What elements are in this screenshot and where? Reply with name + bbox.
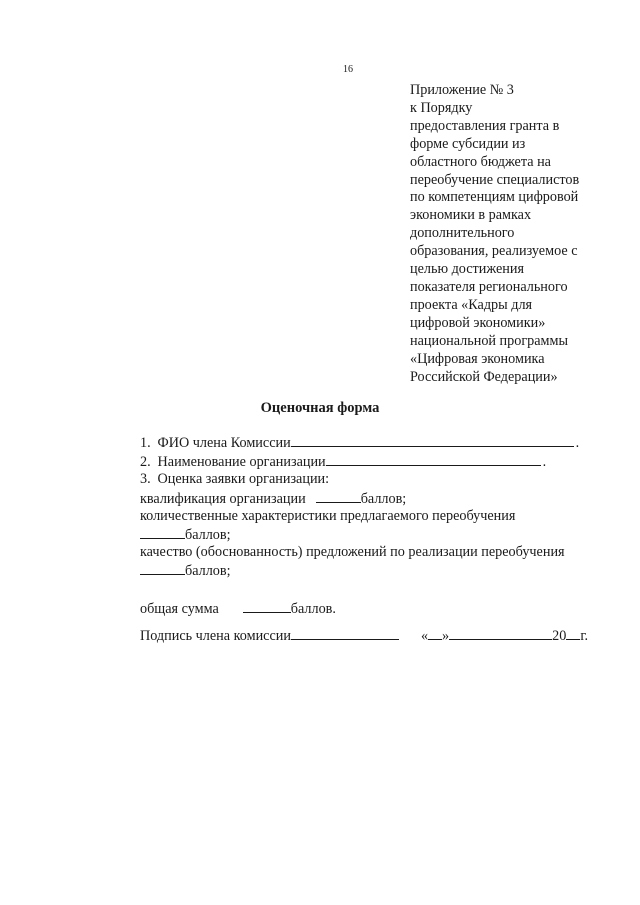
- commission-member-field[interactable]: [291, 433, 574, 447]
- appendix-line: по компетенциям цифровой: [410, 189, 579, 206]
- quality-score-row: [140, 561, 610, 580]
- date-year-field[interactable]: [566, 626, 580, 640]
- date-month-field[interactable]: [449, 626, 552, 640]
- appendix-line: целью достижения: [410, 261, 524, 278]
- organization-name-label: Наименование организации: [157, 454, 326, 471]
- appendix-line: цифровой экономики»: [410, 314, 546, 331]
- quantitative-unit: баллов;: [185, 527, 231, 544]
- total-score-field[interactable]: [243, 599, 291, 613]
- quality-score-field[interactable]: [140, 561, 185, 575]
- item-number: 1.: [140, 435, 151, 451]
- line-end-dot: .: [542, 454, 547, 471]
- page-number: 16: [343, 64, 353, 75]
- date-close-quote: »: [442, 628, 450, 644]
- total-label: общая сумма: [140, 600, 219, 617]
- line-end-dot: .: [575, 435, 580, 451]
- appendix-line: экономики в рамках: [410, 207, 532, 224]
- year-prefix: 20: [552, 628, 567, 644]
- appendix-line: дополнительного: [410, 225, 515, 242]
- form-title: Оценочная форма: [260, 400, 380, 416]
- application-score-label: Оценка заявки организации:: [157, 471, 330, 488]
- signature-field[interactable]: [291, 626, 399, 640]
- appendix-line: показателя регионального: [410, 278, 568, 295]
- organization-name-field[interactable]: [326, 452, 541, 466]
- appendix-block: [410, 82, 625, 386]
- qualification-label: квалификация организации: [140, 490, 306, 507]
- commission-member-label: ФИО члена Комиссии: [157, 435, 291, 451]
- appendix-line: предоставления гранта в: [410, 117, 560, 134]
- item-organization-name: [140, 452, 610, 471]
- item-number: 2.: [140, 454, 151, 471]
- quality-label-row: качество (обоснованность) предложений по реализации переобучения: [140, 544, 565, 561]
- date-day-field[interactable]: [428, 626, 442, 640]
- date-open-quote: «: [420, 628, 429, 644]
- quantitative-score-row: [140, 525, 610, 544]
- quantitative-label-row: количественные характеристики предлагаемого переобучения: [140, 507, 516, 524]
- item-number: 3.: [140, 471, 151, 488]
- appendix-line: проекта «Кадры для: [410, 296, 533, 313]
- item-application-score: [140, 471, 610, 488]
- quantitative-score-field[interactable]: [140, 525, 185, 539]
- appendix-line: национальной программы: [410, 332, 569, 349]
- appendix-line: Приложение № 3: [410, 82, 514, 98]
- appendix-line: образования, реализуемое с: [410, 243, 578, 260]
- evaluation-form: [140, 433, 610, 618]
- appendix-line: Российской Федерации»: [410, 368, 558, 385]
- appendix-line: «Цифровая экономика: [410, 350, 545, 367]
- year-suffix: г.: [580, 628, 589, 644]
- qualification-unit: баллов;: [360, 490, 407, 507]
- quality-unit: баллов;: [185, 563, 231, 580]
- total-row: [140, 599, 610, 618]
- appendix-line: областного бюджета на: [410, 153, 551, 170]
- total-unit: баллов.: [290, 600, 336, 617]
- qualification-row: [140, 489, 610, 508]
- signature-label: Подпись члена комиссии: [140, 628, 291, 644]
- signature-row: [140, 626, 610, 645]
- appendix-line: переобучение специалистов: [410, 171, 580, 188]
- item-commission-member: [140, 433, 610, 452]
- appendix-line: к Порядку: [410, 99, 473, 116]
- appendix-line: форме субсидии из: [410, 135, 526, 152]
- qualification-score-field[interactable]: [316, 489, 361, 503]
